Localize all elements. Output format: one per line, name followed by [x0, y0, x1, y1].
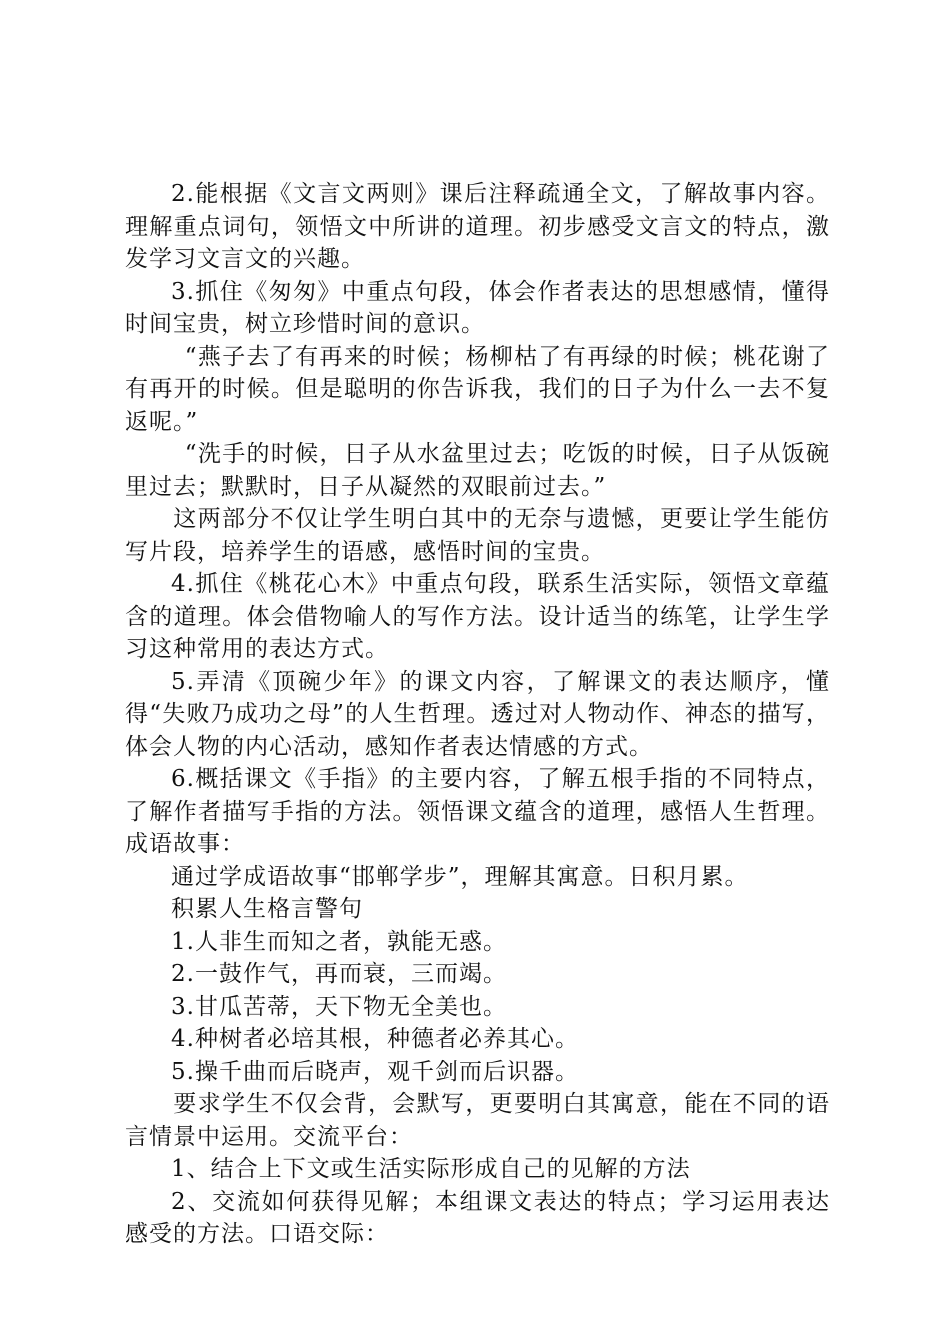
paragraph-idiom-story: 通过学成语故事“邯郸学步”，理解其寓意。日积月累。 [171, 863, 749, 890]
maxim-item-3: 3.甘瓜苦蒂，天下物无全美也。 [171, 993, 507, 1020]
maxim-item-5: 5.操千曲而后晓声，观千剑而后识器。 [171, 1058, 579, 1085]
paragraph-goal-4: 4.抓住《桃花心木》中重点句段，联系生活实际，领悟文章蕴含的道理。体会借物喻人的写作方法。设计适当的练笔，让学生学习这种常用的表达方式。 [125, 571, 830, 662]
quote-swallows: “燕子去了有再来的时候；杨柳枯了有再绿的时候；桃花谢了有再开的时候。但是聪明的你告诉我，我们的日子为什么一去不复返呢。” [125, 343, 830, 435]
maxim-item-1: 1.人非生而知之者，孰能无惑。 [171, 928, 507, 955]
paragraph-goal-2: 2.能根据《文言文两则》课后注释疏通全文，了解故事内容。理解重点词句，领悟文中所讲的道理。初步感受文言文的特点，激发学习文言文的兴趣。 [125, 181, 830, 272]
document-body [125, 178, 830, 1251]
paragraph-goal-5: 5.弄清《顶碗少年》的课文内容，了解课文的表达顺序，懂得“失败乃成功之母”的人生哲理。透过对人物动作、神态的描写，体会人物的内心活动，感知作者表达情感的方式。 [125, 668, 830, 760]
paragraph-goal-3: 3.抓住《匆匆》中重点句段，体会作者表达的思想感情，懂得时间宝贵，树立珍惜时间的意识。 [125, 278, 830, 337]
paragraph-goal-6: 6.概括课文《手指》的主要内容，了解五根手指的不同特点，了解作者描写手指的方法。领悟课文蕴含的道理，感悟人生哲理。成语故事： [125, 766, 830, 857]
exchange-item-2: 2、交流如何获得见解；本组课文表达的特点；学习运用表达感受的方法。口语交际： [125, 1188, 830, 1247]
maxim-item-4: 4.种树者必培其根，种德者必养其心。 [171, 1026, 579, 1052]
exchange-item-1: 1、结合上下文或生活实际形成自己的见解的方法 [171, 1156, 691, 1182]
maxim-item-2: 2.一鼓作气，再而衰，三而竭。 [171, 961, 507, 987]
paragraph-maxims-heading: 积累人生格言警句 [171, 896, 363, 922]
paragraph-explanation: 这两部分不仅让学生明白其中的无奈与遗憾，更要让学生能仿写片段，培养学生的语感，感悟时间的宝贵。 [125, 506, 830, 565]
quote-washing-hands: “洗手的时候，日子从水盆里过去；吃饭的时候，日子从饭碗里过去；默默时，日子从凝然的双眼前过去。” [125, 441, 830, 500]
paragraph-requirements: 要求学生不仅会背，会默写，更要明白其寓意，能在不同的语言情景中运用。交流平台： [125, 1091, 830, 1150]
